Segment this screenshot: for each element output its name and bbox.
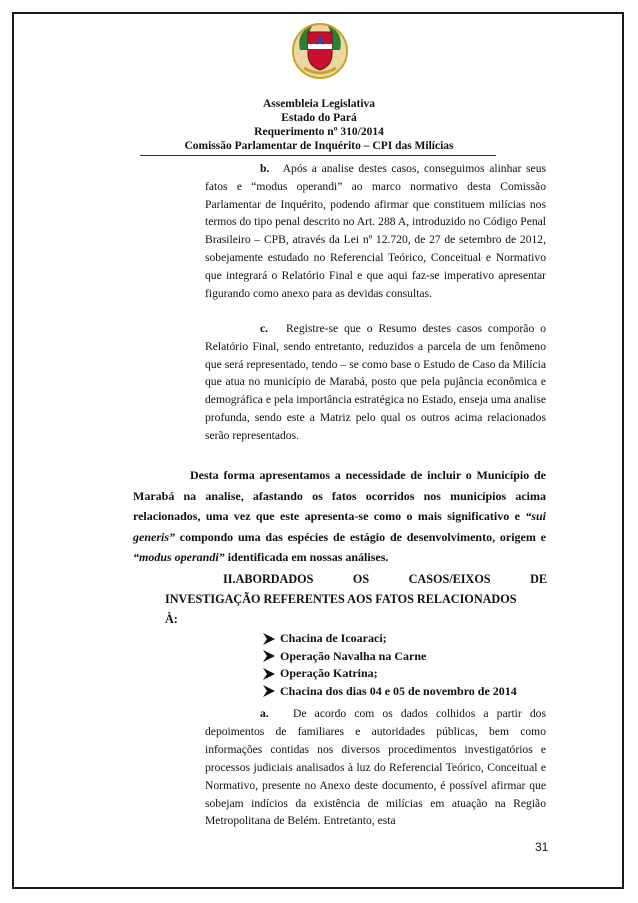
arrow-bullet-icon (262, 685, 276, 697)
section-line-3: À: (165, 612, 178, 626)
summary-text-2: compondo uma das espécies de estágio de desenvolvimento, origem e (175, 529, 546, 544)
summary-text-3: identificada em nossas análises. (224, 550, 389, 565)
arrow-bullet-icon (262, 650, 276, 662)
summary-modus-operandi: “modus operandi” (133, 550, 225, 565)
item-b-paragraph (205, 160, 546, 302)
section-word-2: OS (352, 572, 370, 586)
section-word-3: CASOS/EIXOS (408, 572, 491, 586)
summary-paragraph (133, 465, 546, 568)
list-item (262, 665, 517, 683)
section-line-2: INVESTIGAÇÃO REFERENTES AOS FATOS RELACIONADOS (165, 592, 517, 606)
arrow-bullet-icon (262, 633, 276, 645)
item-a-paragraph (205, 705, 546, 830)
header-commission: Comissão Parlamentar de Inquérito – CPI das Milícias (184, 140, 454, 152)
section-word-1: II.ABORDADOS (223, 572, 314, 586)
list-item-label: Chacina de Icoaraci; (280, 631, 387, 645)
section-word-4: DE (530, 572, 547, 586)
summary-sui-generis: “sui generis” (133, 509, 546, 544)
arrow-bullet-icon (262, 668, 276, 680)
section-heading (165, 569, 547, 629)
state-seal-icon (290, 20, 350, 80)
header-state: Estado do Pará (281, 112, 357, 124)
list-item-label: Operação Navalha na Carne (280, 648, 427, 663)
header-assembly: Assembleia Legislativa (262, 98, 376, 110)
item-c-label: c. (260, 322, 269, 335)
list-item (262, 630, 517, 648)
summary-text-1: Desta forma apresentamos a necessidade de incluir o Município de Marabá na analise, afastando os fatos ocorridos nos municípios acima relacionados, uma vez que este apresenta-se como o mais significativo e (133, 468, 546, 524)
header-divider (140, 155, 496, 156)
case-list (262, 630, 517, 700)
list-item (262, 683, 517, 701)
list-item (262, 648, 517, 666)
page-number: 31 (535, 840, 549, 854)
item-c-paragraph (205, 320, 546, 445)
item-b-text: Após a analise destes casos, conseguimos alinhar seus fatos e “modus operandi” ao marco normativo desta Comissão Parlamentar de Inquérito, podendo afirmar que constituem milícias nos termos do tipo penal descrito no Art. 288 A, introduzido no Código Penal Brasileiro – CPB, através da Lei nº 12.720, de 27 de setembro de 2012, sobejamente estudado no Referencial Teórico, Conceitual e Normativo que integrará o Relatório Final e que aqui faz-se imperativo apresentar figurando como anexo para as devidas consultas. (205, 162, 547, 300)
item-b-label: b. (260, 162, 270, 175)
list-item-label: Chacina dos dias 04 e 05 de novembro de 2014 (280, 683, 517, 698)
list-item-label: Operação Katrina; (280, 666, 378, 680)
item-a-label: a. (260, 707, 269, 720)
item-a-text: De acordo com os dados colhidos a partir dos depoimentos de familiares e autoridades públicas, bem como informações contidas nos diversos procedimentos investigatórios e processos judiciais analisados à luz do Referencial Teórico, Conceitual e Normativo, presente no Anexo deste documento, é possível afirmar que sobejam indícios da existência de milícias em atuação na Região Metropolitana de Belém. Entretanto, esta (205, 707, 546, 828)
header-request: Requerimento nº 310/2014 (254, 126, 384, 138)
item-c-text: Registre-se que o Resumo destes casos comporão o Relatório Final, sendo entretanto, reduzidos a parcela de um fenômeno que será representado, tendo – se como base o Estudo de Caso da Milícia que atua no município de Marabá, posto que pela pujância econômica e demográfica e pela importância estratégica no Estado, enseja uma analise profunda, sendo este a Matriz pelo qual os outros acima relacionados serão representados. (205, 322, 546, 442)
